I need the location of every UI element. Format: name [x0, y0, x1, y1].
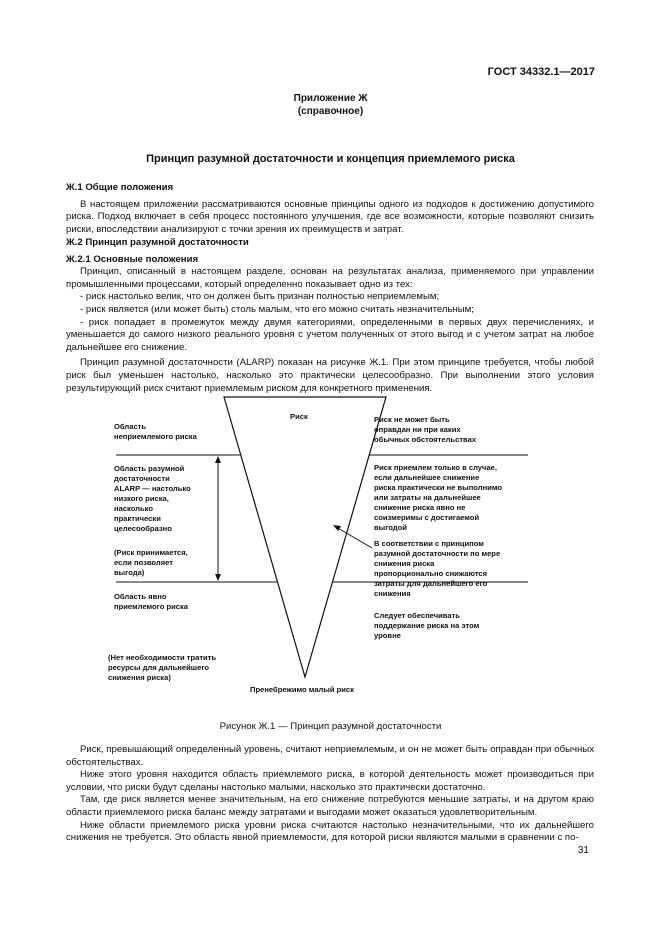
right-note-1-line-1: Риск не может быть — [374, 415, 450, 424]
right-note-1-line-3: обычных обстоятельствах — [374, 435, 477, 444]
right-note-4-line-2: поддержание риска на этом — [374, 621, 480, 630]
right-note-2-line-3: риска практически не выполнимо — [374, 483, 502, 492]
closing-paragraph-1: Риск, превышающий определенный уровень, считают неприемлемым, и он не может быть оправдан при обычных обстоятельствах. — [66, 744, 594, 768]
section-2-paragraph-1: Принцип, описанный в настоящем разделе, основан на результатах анализа, применяемого при управлении промышленными процессами, который определенно показывает одно из тех: — [66, 266, 594, 290]
right-note-2-line-2: если дальнейшее снижение — [374, 473, 480, 482]
acceptable-region-line-2: приемлемого риска — [114, 602, 189, 611]
section-1 — [66, 182, 594, 236]
appendix-heading — [0, 92, 661, 118]
alarp-region-line-6: практически — [114, 514, 161, 523]
closing-text — [66, 744, 594, 845]
alarp-region-line-7: целесообразно — [114, 524, 172, 533]
negligible-risk-label: Пренебрежимо малый риск — [250, 685, 354, 694]
bullet-2: - риск является (или может быть) столь малым, что его можно считать незначительным; — [80, 303, 474, 315]
section-2-paragraph-2: Принцип разумной достаточности (ALARP) показан на рисунке Ж.1. При этом принципе требуется, чтобы любой риск был уменьшен настолько, насколько это практически целесообразно. При выполнении этого условия результирующий риск считают приемлемым риском для конкретного применения. — [66, 357, 594, 394]
page-number: 31 — [577, 845, 589, 856]
alarp-region-line-4: низкого риска, — [114, 494, 169, 503]
acceptable-region-line-1: Область явно — [114, 592, 167, 601]
section-1-heading: Ж.1 Общие положения — [66, 182, 174, 193]
alarp-region-line-1: Область разумной — [114, 464, 185, 473]
right-note-2-line-1: Риск приемлем только в случае, — [374, 463, 497, 472]
no-resources-note-line-3: снижения риска) — [108, 673, 171, 682]
closing-paragraph-3: Там, где риск является менее значительным, на его снижение потребуются меньшие затраты, и на другом краю области приемлемого риска баланс между затратами и выгодами может оказаться удовлетворительным. — [66, 794, 594, 818]
risk-triangle — [224, 397, 386, 677]
arrow-head-up — [215, 456, 221, 463]
right-note-2-line-7: выгодой — [374, 523, 407, 532]
right-note-3-line-1: В соответствии с принципом — [374, 539, 484, 548]
right-note-4-line-1: Следует обеспечивать — [374, 611, 460, 620]
alarp-region-line-3: ALARP — настолько — [114, 484, 191, 493]
right-note-3-line-3: снижения риска — [374, 559, 435, 568]
unacceptable-region-line-1: Область — [114, 422, 147, 431]
right-note-2-line-4: или затраты на дальнейшее — [374, 493, 481, 502]
alarp-region-line-5: насколько — [114, 504, 154, 513]
no-resources-note-line-2: ресурсы для дальнейшего — [108, 663, 210, 672]
section-2 — [66, 237, 594, 395]
appendix-type: (справочное) — [297, 106, 364, 117]
figure-caption: Рисунок Ж.1 — Принцип разумной достаточности — [219, 721, 442, 732]
appendix-title: Приложение Ж — [293, 93, 368, 104]
right-note-1-line-2: оправдан ни при каких — [374, 425, 461, 434]
right-note-3-line-5: затраты для дальнейшего его — [374, 579, 488, 588]
section-1-paragraph: В настоящем приложении рассматриваются основные принципы одного из подходов к достижению допустимого риска. Подход включает в себя процесс постоянного улучшения, где все возможности, которые позволяют снизить риски, впоследствии анализируют с точки зрения их преимуществ и затрат. — [66, 198, 594, 235]
section-2-1-heading: Ж.2.1 Основные положения — [66, 253, 199, 265]
benefit-note-line-1: (Риск принимается, — [114, 548, 188, 557]
closing-paragraph-4: Ниже области приемлемого риска уровни риска считаются настолько незначительными, что их дальнейшего снижения не требуется. Это область явной приемлемости, для которой риски являются малыми в сравнении с по- — [66, 819, 594, 844]
no-resources-note-line-1: (Нет необходимости тратить — [108, 653, 217, 662]
right-note-3-line-6: снижения — [374, 589, 411, 598]
closing-paragraph-2: Ниже этого уровня находится область приемлемого риска, в которой деятельность может производиться при условии, что риски будут сделаны настолько малыми, насколько это практически достаточно. — [66, 769, 594, 793]
standard-number: ГОСТ 34332.1—2017 — [487, 66, 595, 78]
unacceptable-region-line-2: неприемлемого риска — [114, 432, 197, 441]
right-note-2-line-6: соизмеримы с достигаемой — [374, 513, 480, 522]
section-2-heading: Ж.2 Принцип разумной достаточности — [66, 237, 249, 248]
bullet-1: - риск настолько велик, что он должен быть признан полностью неприемлемым; — [80, 291, 440, 303]
risk-label: Риск — [290, 412, 308, 421]
alarp-diagram — [0, 380, 661, 710]
right-note-3-line-2: разумной достаточности по мере — [374, 549, 501, 558]
alarp-region-line-2: достаточности — [114, 474, 170, 483]
right-note-4-line-3: уровне — [374, 631, 401, 640]
page-title: Принцип разумной достаточности и концепция приемлемого риска — [146, 153, 515, 165]
benefit-note-line-2: если позволяет — [114, 558, 173, 567]
bullet-3: - риск попадает в промежуток между двумя категориями, определенными в первых двух перечислениях, и уменьшается до самого низкого реального уровня с учетом полученных от этого выгод и с учетом затрат на любое дальнейшее его снижение. — [66, 316, 594, 353]
arrow-head-down — [215, 574, 221, 581]
benefit-note-line-3: выгода) — [114, 568, 145, 577]
right-note-3-line-4: пропорционально снижаются — [374, 569, 488, 578]
right-note-2-line-5: снижение риска явно не — [374, 503, 466, 512]
